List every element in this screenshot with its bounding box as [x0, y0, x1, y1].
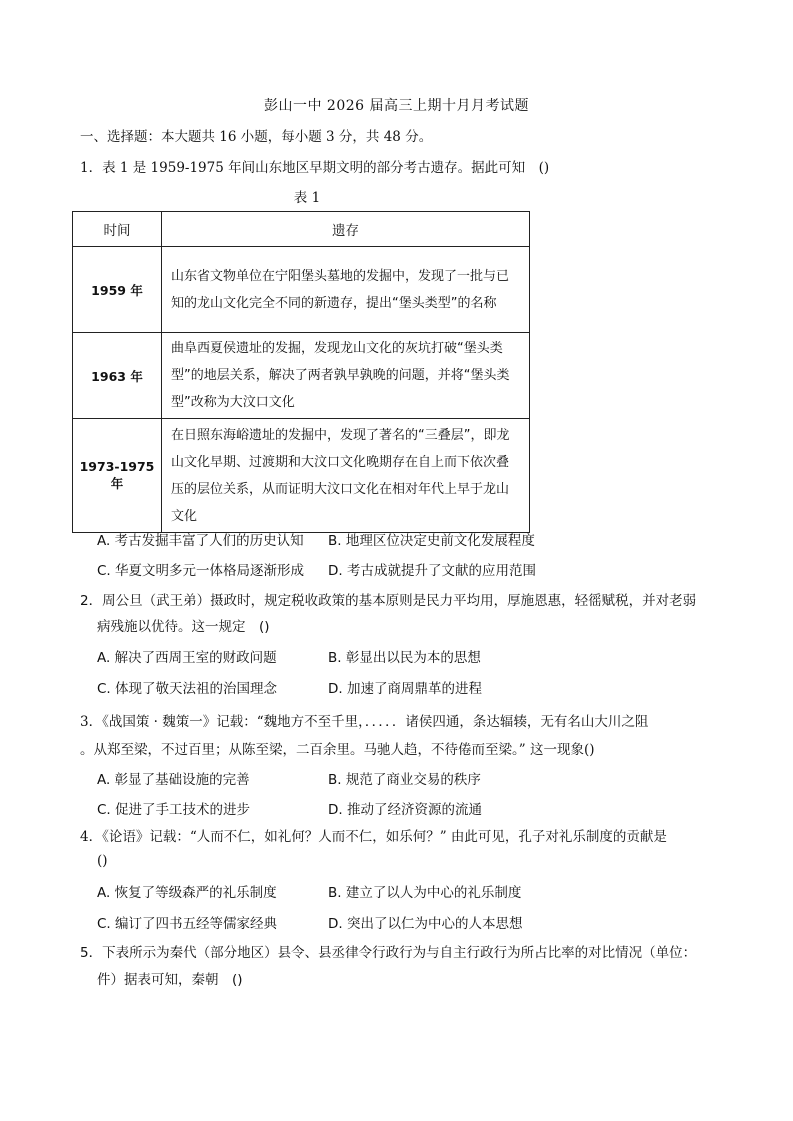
q2-option-a: A. 解决了西周王室的财政问题 [97, 650, 277, 666]
header-time: 时间 [73, 212, 162, 247]
section-heading: 一、选择题：本大题共 16 小题，每小题 3 分，共 48 分。 [80, 129, 433, 145]
row-relic: 曲阜西夏侯遗址的发掘，发现龙山文化的灰坑打破“堡头类型”的地层关系，解决了两者孰早孰晚的问题，并将“堡头类型”改称为大汶口文化 [162, 333, 530, 419]
table-header-row [73, 212, 530, 247]
q2-stem-line2: 病残施以优待。这一规定 () [97, 619, 270, 635]
q1-relics-table [72, 211, 530, 533]
q2-option-b: B. 彰显出以民为本的思想 [328, 650, 481, 666]
q2-option-c: C. 体现了敬天法祖的治国理念 [97, 681, 278, 697]
q3-option-a: A. 彰显了基础设施的完善 [97, 772, 250, 788]
q4-option-a: A. 恢复了等级森严的礼乐制度 [97, 885, 277, 901]
q3-option-d: D. 推动了经济资源的流通 [328, 802, 482, 818]
row-time: 1959 年 [73, 247, 162, 333]
row-relic: 在日照东海峪遗址的发掘中，发现了著名的“三叠层”，即龙山文化早期、过渡期和大汶口文化晚期存在自上而下依次叠压的层位关系，从而证明大汶口文化在相对年代上早于龙山文化 [162, 419, 530, 533]
q1-stem: 1．表 1 是 1959-1975 年间山东地区早期文明的部分考古遗存。据此可知 () [80, 160, 550, 176]
q2-option-d: D. 加速了商周鼎革的进程 [328, 681, 482, 697]
q4-option-b: B. 建立了以人为中心的礼乐制度 [328, 885, 522, 901]
row-time: 1963 年 [73, 333, 162, 419]
q5-stem-line1: 5．下表所示为秦代（部分地区）县令、县丞律令行政行为与自主行政行为所占比率的对比情况（单位： [80, 945, 697, 961]
exam-title: 彭山一中 2026 届高三上期十月月考试题 [263, 98, 530, 114]
table-row [73, 419, 530, 533]
row-relic: 山东省文物单位在宁阳堡头墓地的发掘中，发现了一批与已知的龙山文化完全不同的新遗存，提出“堡头类型”的名称 [162, 247, 530, 333]
table-row [73, 333, 530, 419]
q3-option-c: C. 促进了手工技术的进步 [97, 802, 251, 818]
q3-option-b: B. 规范了商业交易的秩序 [328, 772, 481, 788]
q4-option-c: C. 编订了四书五经等儒家经典 [97, 916, 278, 932]
q1-table-caption: 表 1 [293, 190, 321, 206]
q2-stem-line1: 2．周公旦（武王弟）摄政时，规定税收政策的基本原则是民力平均用，厚施恩惠，轻徭赋税，并对老弱 [80, 593, 697, 609]
q5-stem-line2: 件）据表可知，秦朝 () [97, 972, 243, 988]
q3-stem-line2: 。从郑至梁，不过百里；从陈至梁，二百余里。马驰人趋，不待倦而至梁。” 这一现象() [80, 742, 595, 758]
q4-stem-line1: 4．《论语》记载：“人而不仁，如礼何？人而不仁，如乐何？” 由此可见，孔子对礼乐制度的贡献是 [80, 829, 667, 845]
q1-option-c: C. 华夏文明多元一体格局逐渐形成 [97, 563, 305, 579]
q4-option-d: D. 突出了以仁为中心的人本思想 [328, 916, 523, 932]
q3-stem-line1: 3．《战国策 · 魏策一》记载：“魏地方不至千里，．．．．．诸侯四通，条达辐辏，无有名山大川之阻 [80, 714, 649, 730]
header-relic: 遗存 [162, 212, 530, 247]
q4-stem-line2: () [97, 853, 108, 869]
q1-option-b: B. 地理区位决定史前文化发展程度 [328, 533, 535, 549]
q1-option-d: D. 考古成就提升了文献的应用范围 [328, 563, 536, 579]
row-time: 1973-1975 年 [73, 419, 162, 533]
table-row [73, 247, 530, 333]
q1-option-a: A. 考古发掘丰富了人们的历史认知 [97, 533, 304, 549]
